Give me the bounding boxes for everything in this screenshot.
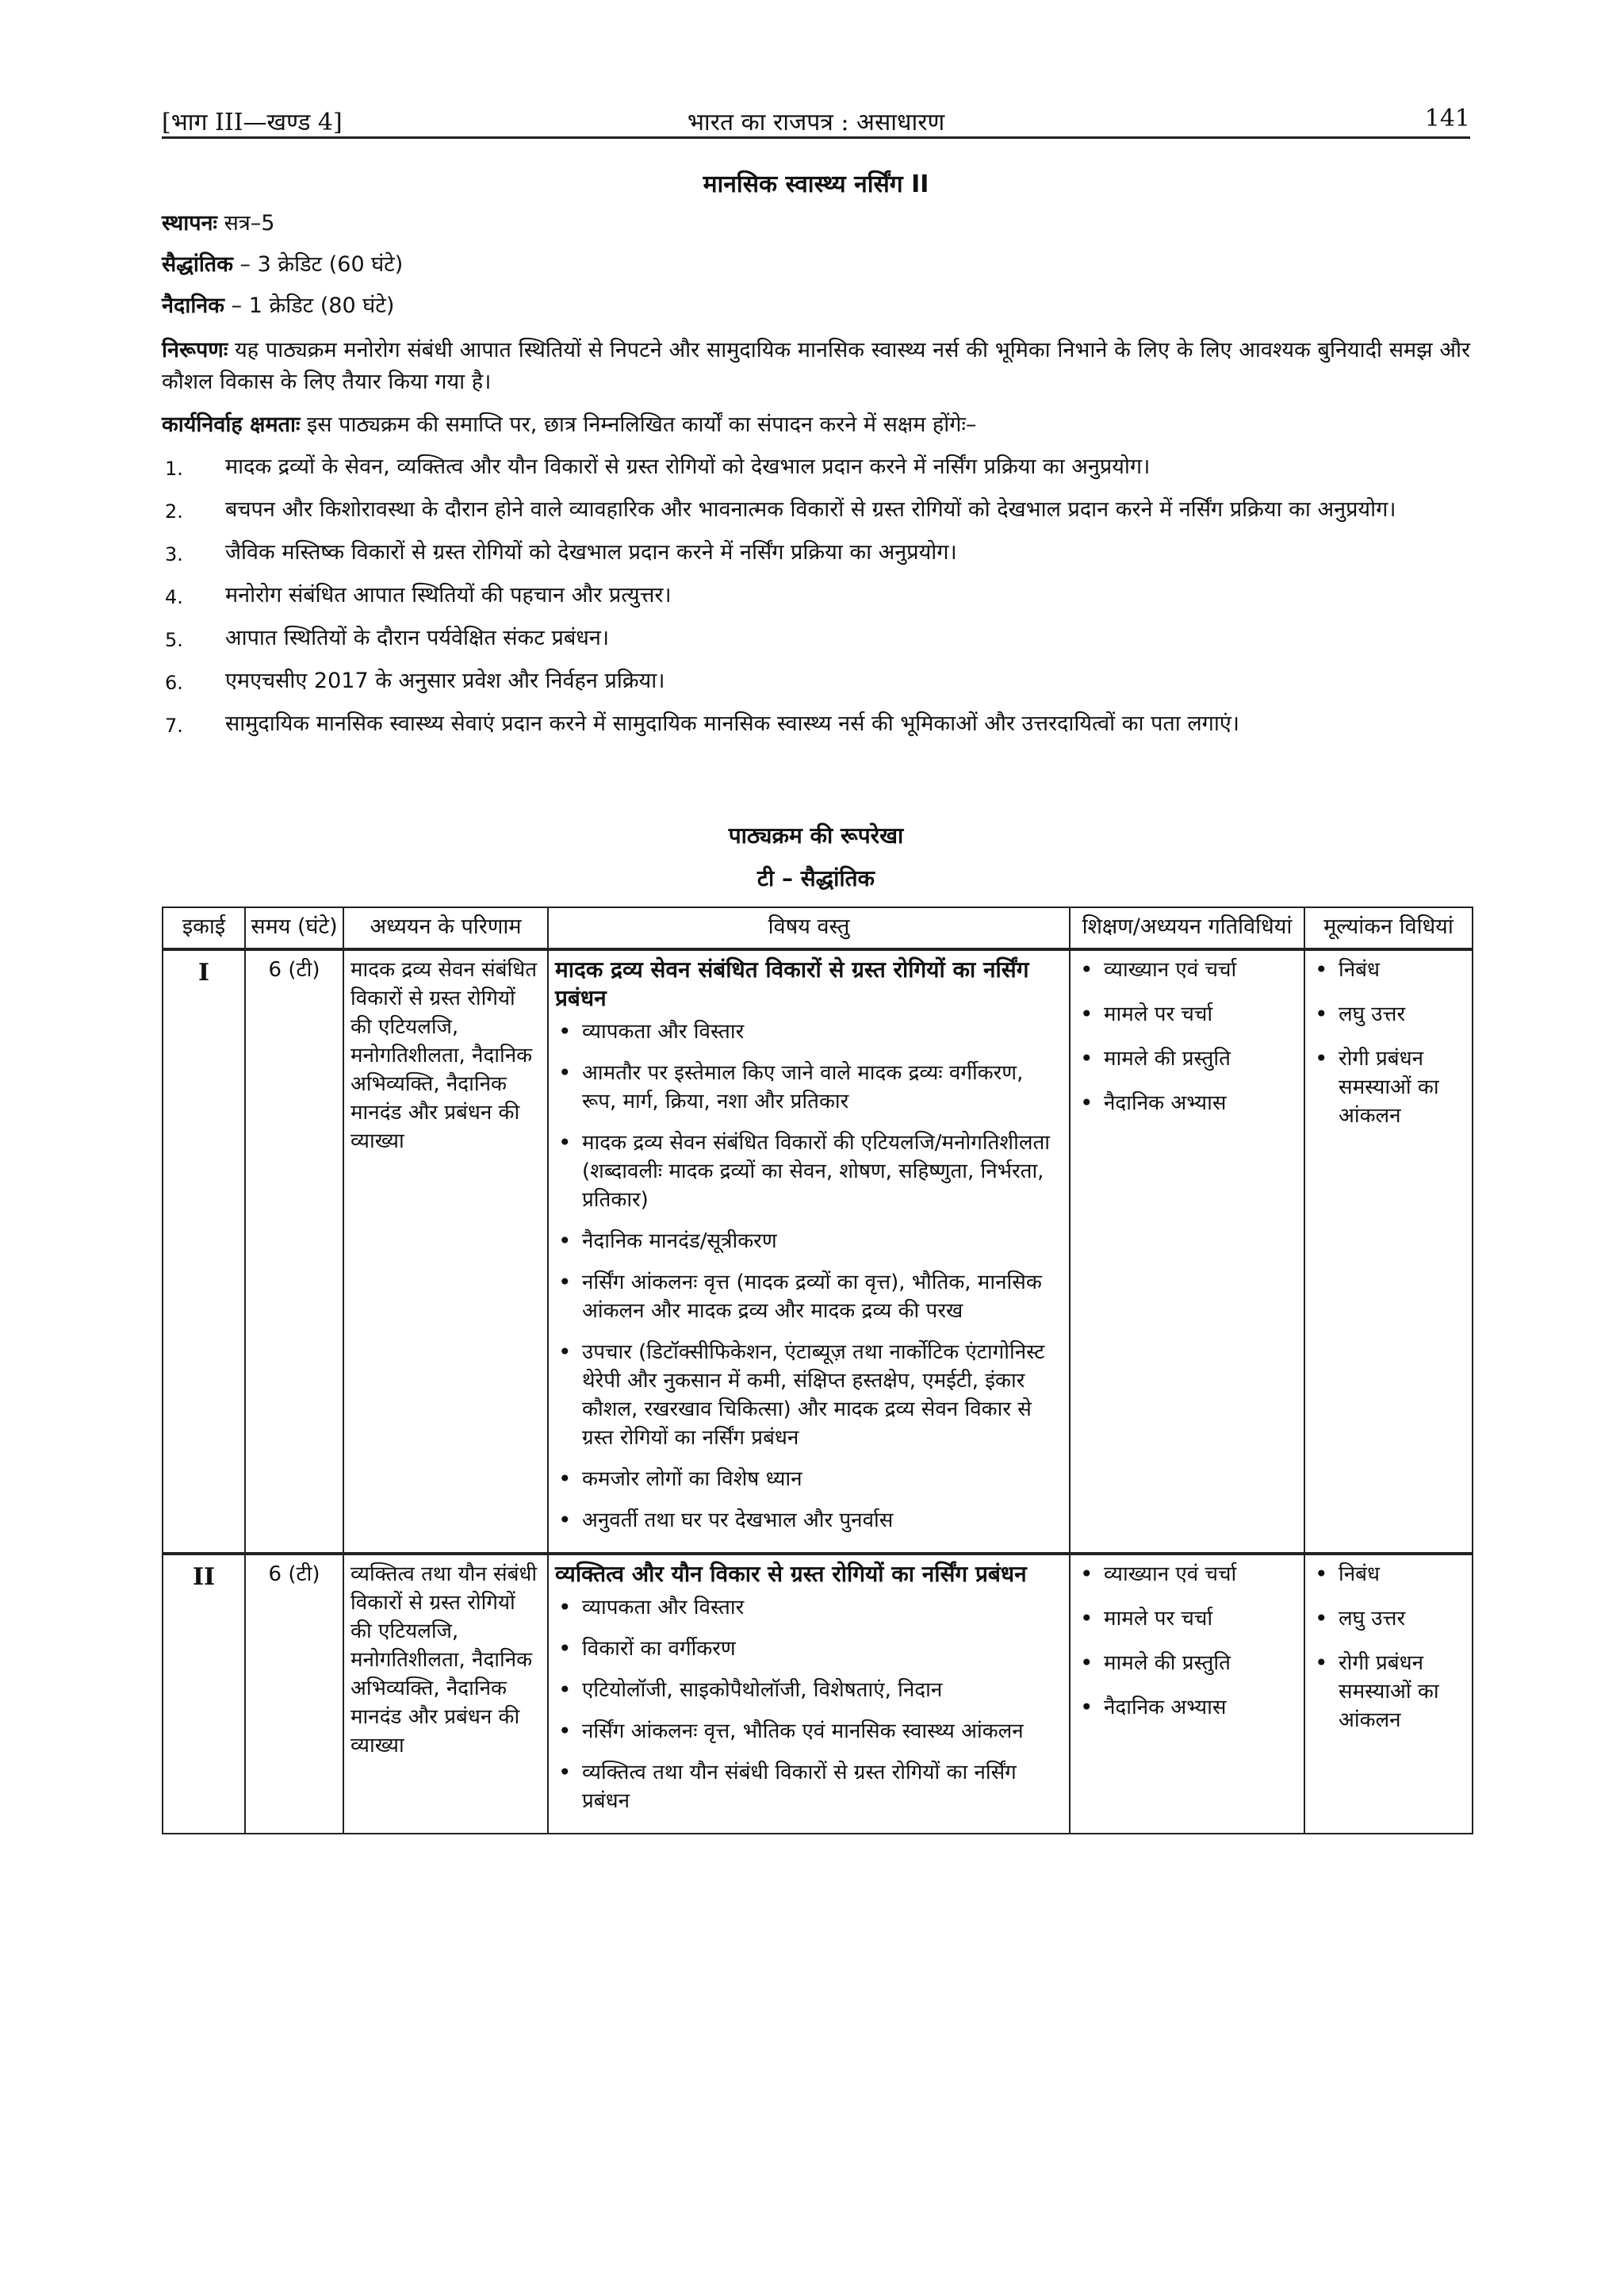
list-item: • कमजोर लोगों का विशेष ध्यान bbox=[555, 1465, 1063, 1493]
course-title: मानसिक स्वास्थ्य नर्सिंग II bbox=[703, 171, 929, 198]
assessment-list bbox=[1312, 956, 1465, 1130]
gazette-title: भारत का राजपत्र : असाधारण bbox=[687, 109, 945, 136]
placement-label: स्थापनः bbox=[162, 211, 217, 236]
content-cell bbox=[548, 1554, 1070, 1834]
assessment-cell bbox=[1304, 949, 1473, 1554]
list-item bbox=[162, 495, 1470, 525]
list-item: • नर्सिंग आंकलनः वृत्त, भौतिक एवं मानसिक स्वास्थ्य आंकलन bbox=[555, 1717, 1063, 1746]
item-number: 6. bbox=[165, 672, 183, 694]
time-cell: 6 (टी) bbox=[245, 1554, 343, 1834]
unit-cell: I bbox=[163, 949, 245, 1554]
list-item: • निबंध bbox=[1312, 956, 1465, 984]
list-item: • व्यक्तित्व तथा यौन संबंधी विकारों से ग्रस्त रोगियों का नर्सिंग प्रबंधन bbox=[555, 1758, 1063, 1815]
theory-value: – 3 क्रेडिट (60 घंटे) bbox=[239, 252, 404, 277]
content-list bbox=[555, 1593, 1063, 1815]
activities-list bbox=[1077, 1560, 1297, 1722]
assessment-list bbox=[1312, 1560, 1465, 1734]
list-item: • आमतौर पर इस्तेमाल किए जाने वाले मादक द्रव्यः वर्गीकरण, रूप, मार्ग, क्रिया, नशा और प्रतिकार bbox=[555, 1059, 1063, 1116]
outcome-cell: मादक द्रव्य सेवन संबंधित विकारों से ग्रस्त रोगियों की एटियलजि, मनोगतिशीलता, नैदानिक अभिव्यक्ति, नैदानिक मानदंड और प्रबंधन की व्याख्या bbox=[343, 949, 548, 1554]
list-item: • व्यापकता और विस्तार bbox=[555, 1593, 1063, 1622]
list-item: • निबंध bbox=[1312, 1560, 1465, 1589]
col-header-activities: शिक्षण/अध्ययन गतिविधियां bbox=[1070, 907, 1304, 949]
list-item: • मामले की प्रस्तुति bbox=[1077, 1045, 1297, 1073]
list-item: • नैदानिक अभ्यास bbox=[1077, 1089, 1297, 1117]
list-item: • व्यापकता और विस्तार bbox=[555, 1018, 1063, 1046]
description-text: यह पाठ्यक्रम मनोरोग संबंधी आपात स्थितियों से निपटने और सामुदायिक मानसिक स्वास्थ्य नर्स की भूमिका निभाने के लिए के लिए आवश्यक बुनियादी समझ और कौशल विकास के लिए तैयार किया गया है। bbox=[162, 338, 1470, 394]
list-item: • एटियोलॉजी, साइकोपैथोलॉजी, विशेषताएं, निदान bbox=[555, 1676, 1063, 1704]
list-item: • मामले पर चर्चा bbox=[1077, 1604, 1297, 1633]
list-item: • लघु उत्तर bbox=[1312, 1000, 1465, 1029]
unit-cell: II bbox=[163, 1554, 245, 1834]
list-item: • व्याख्यान एवं चर्चा bbox=[1077, 1560, 1297, 1589]
clinical-value: – 1 क्रेडिट (80 घंटे) bbox=[231, 293, 395, 318]
list-item: • नैदानिक अभ्यास bbox=[1077, 1693, 1297, 1722]
clinical-line bbox=[162, 290, 1470, 322]
outline-heading: पाठ्यक्रम की रूपरेखा bbox=[728, 822, 904, 849]
list-item bbox=[162, 623, 1470, 654]
table-row bbox=[163, 949, 1473, 1554]
list-item bbox=[162, 452, 1470, 482]
syllabus-table bbox=[162, 907, 1473, 1834]
list-item: • मामले की प्रस्तुति bbox=[1077, 1649, 1297, 1677]
page-number: 141 bbox=[1424, 105, 1470, 132]
item-text: सामुदायिक मानसिक स्वास्थ्य सेवाएं प्रदान करने में सामुदायिक मानसिक स्वास्थ्य नर्स की भूमिकाओं और उत्तरदायित्वों का पता लगाएं। bbox=[225, 711, 1240, 736]
item-text: मादक द्रव्यों के सेवन, व्यक्तित्व और यौन विकारों से ग्रस्त रोगियों को देखभाल प्रदान करने में नर्सिंग प्रक्रिया का अनुप्रयोग। bbox=[225, 454, 1151, 479]
assessment-cell bbox=[1304, 1554, 1473, 1834]
content-title: मादक द्रव्य सेवन संबंधित विकारों से ग्रस्त रोगियों का नर्सिंग प्रबंधन bbox=[555, 956, 1029, 1011]
list-item bbox=[162, 709, 1470, 739]
list-item: • उपचार (डिटॉक्सीफिकेशन, एंटाब्यूज़ तथा नार्कोटिक एंटागोनिस्ट थेरेपी और नुकसान में कमी, संक्षिप्त हस्तक्षेप, एमईटी, इंकार कौशल, रखरखाव चिकित्सा) और मादक द्रव्य सेवन विकार से ग्रस्त रोगियों का नर्सिंग प्रबंधन bbox=[555, 1338, 1063, 1452]
col-header-time: समय (घंटे) bbox=[245, 907, 343, 949]
activities-list bbox=[1077, 956, 1297, 1117]
gazette-header bbox=[162, 89, 1470, 139]
content-cell bbox=[548, 949, 1070, 1554]
list-item: • मादक द्रव्य सेवन संबंधित विकारों की एटियलजि/मनोगतिशीलता (शब्दावलीः मादक द्रव्यों का सेवन, शोषण, सहिष्णुता, निर्भरता, प्रतिकार) bbox=[555, 1129, 1063, 1214]
clinical-label: नैदानिक bbox=[162, 293, 225, 318]
list-item: • नर्सिंग आंकलनः वृत्त (मादक द्रव्यों का वृत्त), भौतिक, मानसिक आंकलन और मादक द्रव्य और मादक द्रव्य की परख bbox=[555, 1268, 1063, 1325]
item-text: बचपन और किशोरावस्था के दौरान होने वाले व्यावहारिक और भावनात्मक विकारों से ग्रस्त रोगियों को देखभाल प्रदान करने में नर्सिंग प्रक्रिया का अनुप्रयोग। bbox=[225, 497, 1396, 522]
col-header-content: विषय वस्तु bbox=[548, 907, 1070, 949]
table-row bbox=[163, 1554, 1473, 1834]
list-item: • अनुवर्ती तथा घर पर देखभाल और पुनर्वास bbox=[555, 1506, 1063, 1535]
item-text: जैविक मस्तिष्क विकारों से ग्रस्त रोगियों को देखभाल प्रदान करने में नर्सिंग प्रक्रिया का अनुप्रयोग। bbox=[225, 540, 957, 565]
col-header-outcomes: अध्ययन के परिणाम bbox=[343, 907, 548, 949]
list-item: • विकारों का वर्गीकरण bbox=[555, 1635, 1063, 1663]
competencies-label: कार्यनिर्वाह क्षमताः bbox=[162, 412, 301, 437]
item-text: आपात स्थितियों के दौरान पर्यवेक्षित संकट प्रबंधन। bbox=[225, 626, 610, 650]
competencies-text: इस पाठ्यक्रम की समाप्ति पर, छात्र निम्नलिखित कार्यों का संपादन करने में सक्षम होंगेः– bbox=[307, 412, 977, 437]
list-item: • मामले पर चर्चा bbox=[1077, 1000, 1297, 1029]
description-paragraph bbox=[162, 335, 1470, 398]
col-header-assessment: मूल्यांकन विधियां bbox=[1304, 907, 1473, 949]
time-cell: 6 (टी) bbox=[245, 949, 343, 1554]
theory-label: सैद्धांतिक bbox=[162, 252, 233, 277]
list-item bbox=[162, 666, 1470, 696]
competencies-intro bbox=[162, 409, 1470, 441]
description-label: निरूपणः bbox=[162, 338, 228, 362]
outcome-cell: व्यक्तित्व तथा यौन संबंधी विकारों से ग्रस्त रोगियों की एटियलजि, मनोगतिशीलता, नैदानिक अभिव्यक्ति, नैदानिक मानदंड और प्रबंधन की व्याख्या bbox=[343, 1554, 548, 1834]
placement-value: सत्र–5 bbox=[224, 211, 275, 236]
table-header-row bbox=[163, 907, 1473, 949]
list-item bbox=[162, 538, 1470, 568]
list-item: • रोगी प्रबंधन समस्याओं का आंकलन bbox=[1312, 1649, 1465, 1734]
competency-list bbox=[162, 452, 1470, 752]
activities-cell bbox=[1070, 949, 1304, 1554]
item-number: 3. bbox=[165, 543, 183, 565]
col-header-unit: इकाई bbox=[163, 907, 245, 949]
list-item: • रोगी प्रबंधन समस्याओं का आंकलन bbox=[1312, 1045, 1465, 1130]
part-section-label: [भाग III—खण्ड 4] bbox=[162, 109, 343, 136]
content-list bbox=[555, 1018, 1063, 1535]
item-number: 1. bbox=[165, 458, 183, 480]
placement-line bbox=[162, 208, 1470, 240]
list-item bbox=[162, 581, 1470, 611]
item-text: मनोरोग संबंधित आपात स्थितियों की पहचान और प्रत्युत्तर। bbox=[225, 583, 672, 608]
content-title: व्यक्तित्व और यौन विकार से ग्रस्त रोगियों का नर्सिंग प्रबंधन bbox=[555, 1561, 1027, 1587]
item-number: 5. bbox=[165, 629, 183, 651]
item-number: 4. bbox=[165, 586, 183, 608]
item-number: 2. bbox=[165, 500, 183, 523]
list-item: • व्याख्यान एवं चर्चा bbox=[1077, 956, 1297, 984]
item-text: एमएचसीए 2017 के अनुसार प्रवेश और निर्वहन प्रक्रिया। bbox=[225, 669, 665, 693]
item-number: 7. bbox=[165, 715, 183, 737]
list-item: • नैदानिक मानदंड/सूत्रीकरण bbox=[555, 1227, 1063, 1255]
outline-subheading: टी – सैद्धांतिक bbox=[756, 865, 875, 891]
activities-cell bbox=[1070, 1554, 1304, 1834]
list-item: • लघु उत्तर bbox=[1312, 1604, 1465, 1633]
theory-line bbox=[162, 249, 1470, 281]
